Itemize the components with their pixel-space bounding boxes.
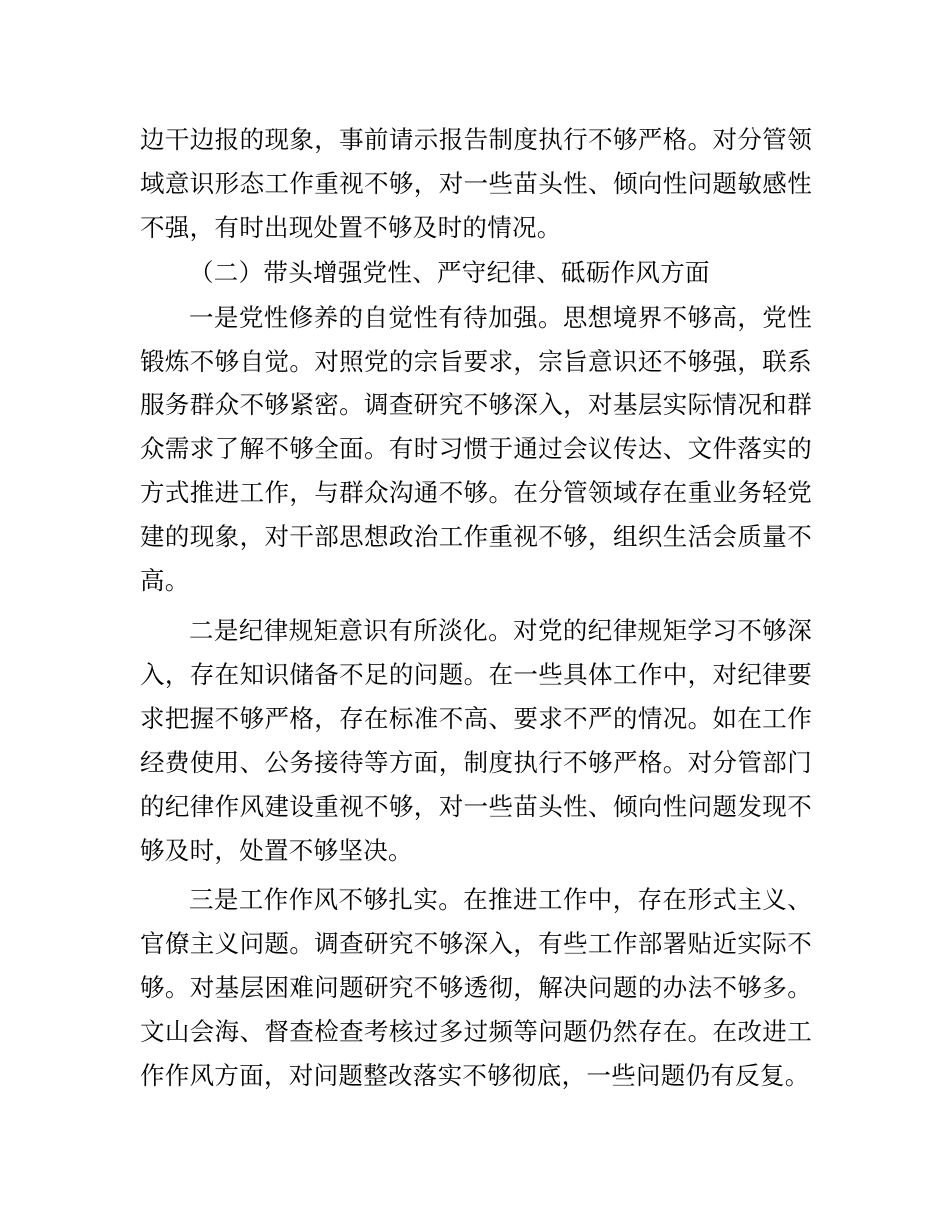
document-page [140, 118, 812, 1098]
section-heading: （二）带头增强党性、严守纪律、砥砺作风方面 [189, 257, 710, 287]
paragraph-discipline: 二是纪律规矩意识有所淡化。对党的纪律规矩学习不够深入，存在知识储备不足的问题。在一些具体工作中，对纪律要求把握不够严格，存在标准不高、要求不严的情况。如在工作经费使用、公务接待等方面，制度执行不够严格。对分管部门的纪律作风建设重视不够，对一些苗头性、倾向性问题发现不够及时，处置不够坚决。 [140, 615, 812, 865]
paragraph-continued: 边干边报的现象，事前请示报告制度执行不够严格。对分管领域意识形态工作重视不够，对一些苗头性、倾向性问题敏感性不强，有时出现处置不够及时的情况。 [140, 125, 812, 242]
paragraph-work-style: 三是工作作风不够扎实。在推进工作中，存在形式主义、官僚主义问题。调查研究不够深入，有些工作部署贴近实际不够。对基层困难问题研究不够透彻，解决问题的办法不够多。文山会海、督查检查考核过多过频等问题仍然存在。在改进工作作风方面，对问题整改落实不够彻底，一些问题仍有反复。 [140, 885, 812, 1091]
paragraph-party-spirit: 一是党性修养的自觉性有待加强。思想境界不够高，党性锻炼不够自觉。对照党的宗旨要求，宗旨意识还不够强，联系服务群众不够紧密。调查研究不够深入，对基层实际情况和群众需求了解不够全面。有时习惯于通过会议传达、文件落实的方式推进工作，与群众沟通不够。在分管领域存在重业务轻党建的现象，对干部思想政治工作重视不够，组织生活会质量不高。 [140, 302, 812, 596]
